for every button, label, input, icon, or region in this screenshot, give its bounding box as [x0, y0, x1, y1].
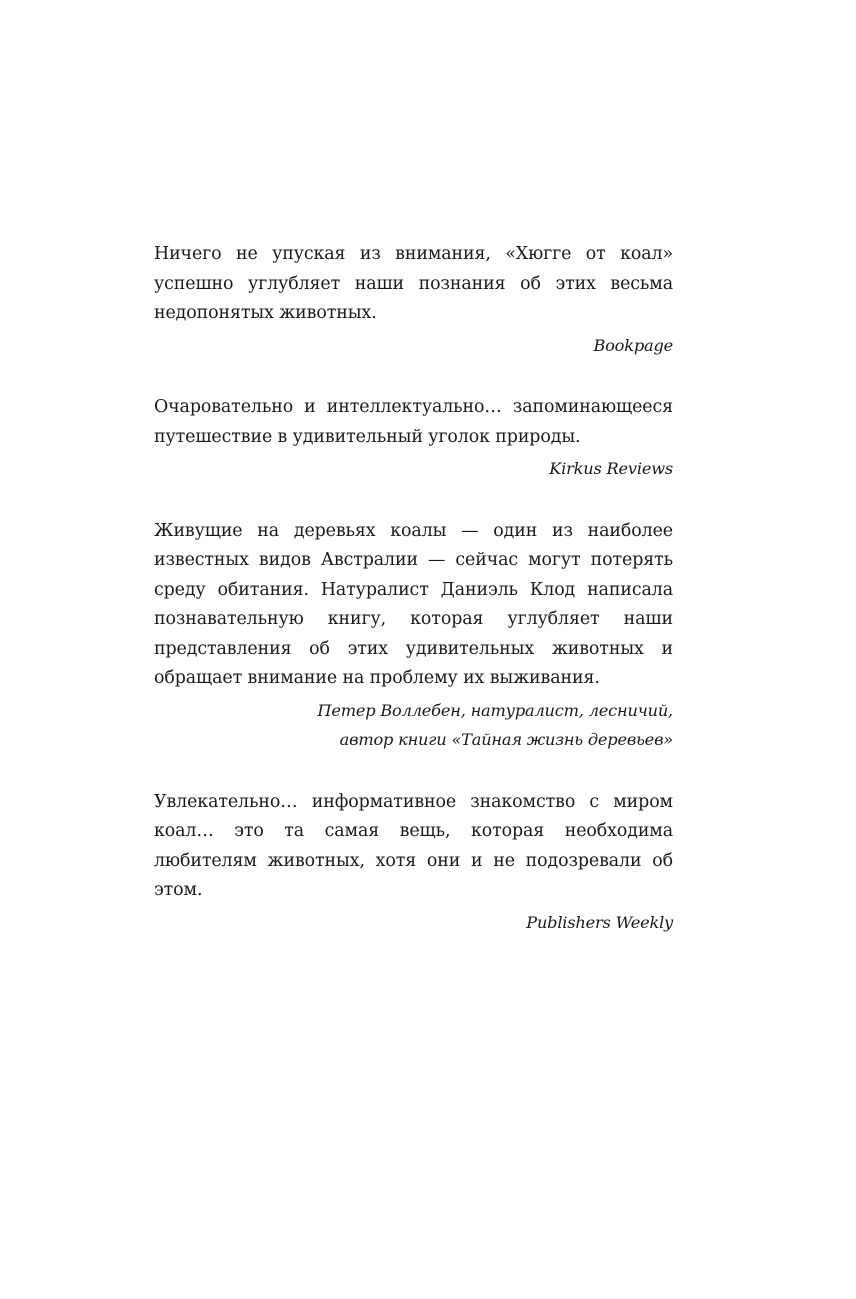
review-source-line: Bookpage [593, 335, 673, 355]
review-publishers-weekly [154, 788, 673, 938]
review-bookpage [154, 240, 673, 360]
review-source [154, 454, 673, 484]
review-quote: Увлекательно… информативное знакомство с миром коал… это та самая вещь, которая необходима любителям животных, хотя они и не подозревали об этом. [154, 791, 673, 900]
review-source-line: Kirkus Reviews [549, 459, 673, 478]
review-quote: Живущие на деревьях коалы — один из наиболее известных видов Австралии — сейчас могут потерять среду обитания. Натуралист Даниэль Клод написала познавательную книгу, которая углубляет наши представления об этих удивительных животных и обращает внимание на проблему их выживания. [154, 520, 673, 688]
review-source [154, 696, 673, 755]
review-quote: Очаровательно и интеллектуально… запоминающееся путешествие в удивительный уголок природы. [154, 397, 673, 447]
review-source-line: автор книги «Тайная жизнь деревьев» [339, 730, 673, 749]
review-kirkus [154, 393, 673, 484]
review-source-line: Publishers Weekly [526, 912, 673, 932]
reviews-page [154, 240, 673, 970]
review-source [154, 908, 673, 938]
review-source [154, 331, 673, 361]
review-source-line: Петер Воллебен, натуралист, лесничий, [317, 700, 673, 720]
review-wohlleben [154, 517, 673, 755]
review-quote: Ничего не упуская из внимания, «Хюгге от коал» успешно углубляет наши познания об этих весьма недопонятых животных. [154, 244, 673, 323]
